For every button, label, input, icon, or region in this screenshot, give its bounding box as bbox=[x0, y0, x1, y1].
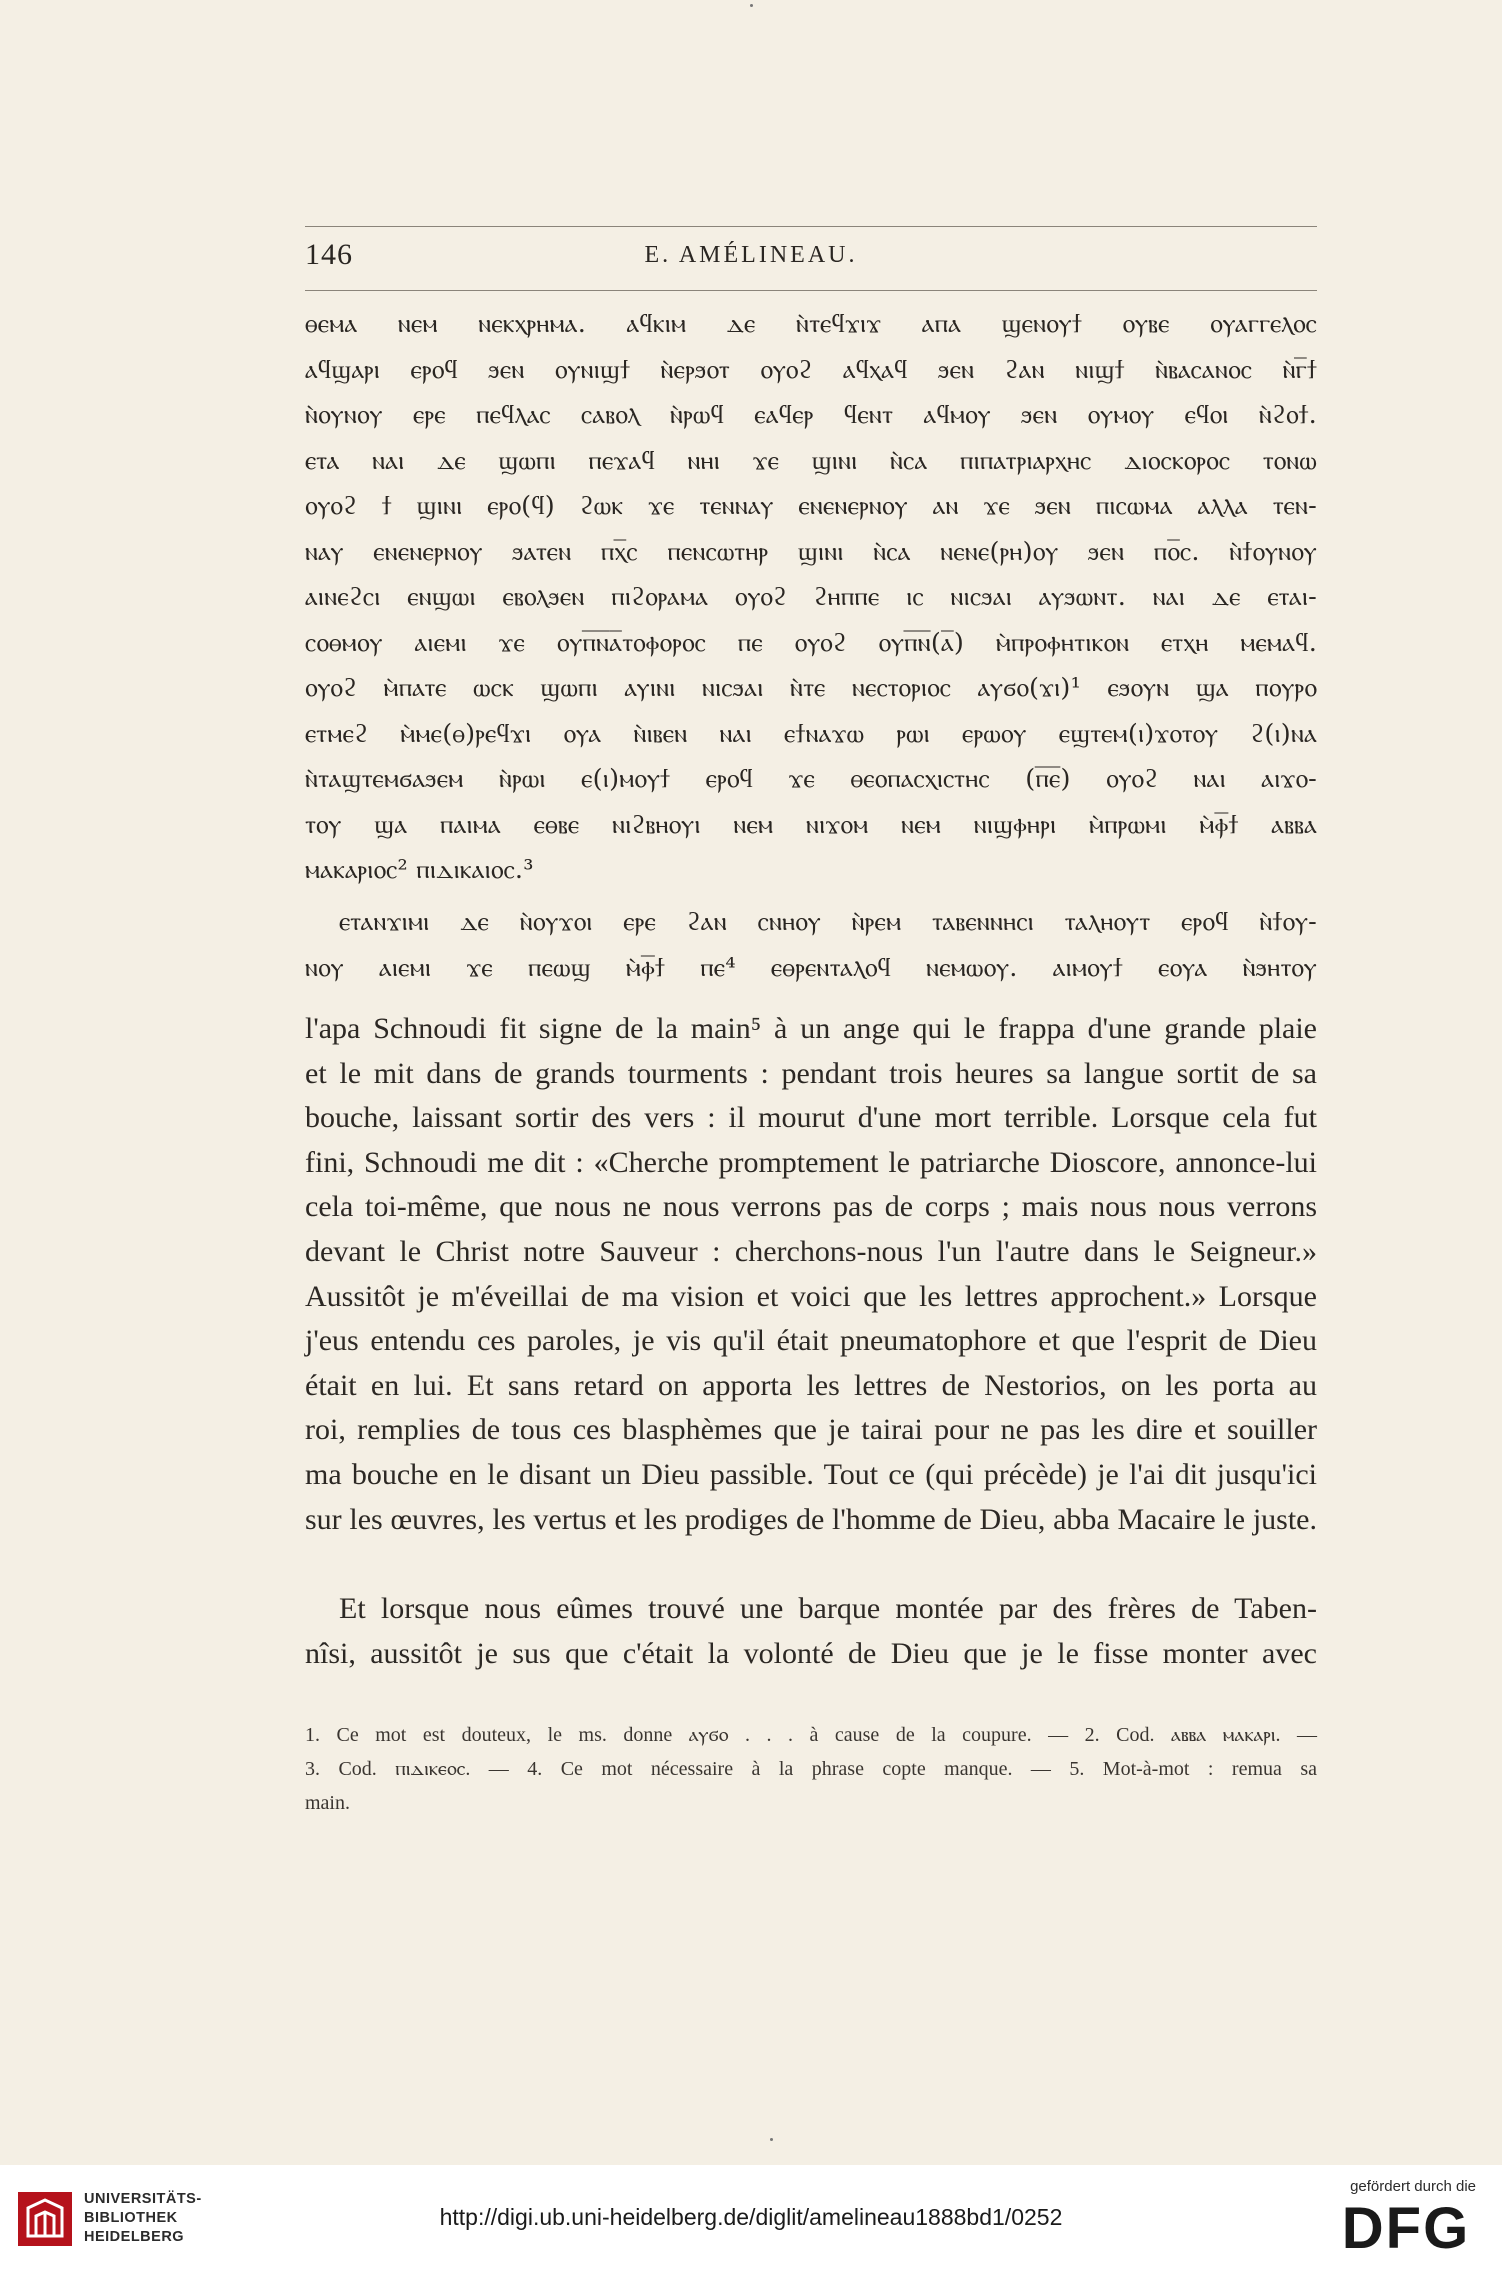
header-rule-bottom bbox=[305, 290, 1317, 291]
coptic-text-block-2 bbox=[305, 900, 1317, 991]
footnote-line: main. bbox=[305, 1792, 350, 1814]
page-number: 146 bbox=[305, 238, 353, 271]
french-line: cela toi-même, que nous ne nous verrons pas de corps ; mais nous nous verrons bbox=[305, 1190, 1317, 1224]
french-line: fini, Schnoudi me dit : «Cherche promptement le patriarche Dioscore, annonce-lui bbox=[305, 1145, 1317, 1179]
french-translation-paragraph-1 bbox=[305, 1007, 1317, 1542]
funding-note: gefördert durch die bbox=[1350, 2178, 1476, 2195]
coptic-line: ⲛ̀ⲧⲁϣⲧⲉⲙϭⲁϧⲉⲙ ⲛ̀ⲣⲱⲓ ⲉ(ⲓ)ⲙⲟⲩϯ ⲉⲣⲟϥ ϫⲉ ⲑⲉⲟⲡⲁⲥⲭⲓⲥⲧⲏⲥ (ⲡ̅ⲉ̅) ⲟⲩⲟϩ ⲛⲁⲓ ⲁⲓϫⲟ- bbox=[305, 764, 1317, 794]
printer-mark bbox=[770, 2138, 773, 2141]
dfg-logo-text: DFG bbox=[1341, 2198, 1471, 2254]
coptic-text-block-1 bbox=[305, 302, 1317, 894]
french-translation-paragraph-2 bbox=[305, 1587, 1317, 1676]
coptic-line: ⲛⲟⲩ ⲁⲓⲉⲙⲓ ϫⲉ ⲡⲉⲱϣ ⲙ̀ⲫ̅ϯ ⲡⲉ⁴ ⲉⲑⲣⲉⲛⲧⲁⲗⲟϥ ⲛⲉⲙⲱⲟⲩ. ⲁⲓⲙⲟⲩϯ ⲉⲟⲩⲁ ⲛ̀ϧⲏⲧⲟⲩ bbox=[305, 952, 1317, 983]
coptic-line: ⲉⲧⲙⲉϩ ⲙ̀ⲙⲉ(ⲑ)ⲣⲉϥϫⲓ ⲟⲩⲁ ⲛ̀ⲓⲃⲉⲛ ⲛⲁⲓ ⲉϯⲛⲁϫⲱ ⲣⲱⲓ ⲉⲣⲱⲟⲩ ⲉϣⲧⲉⲙ(ⲓ)ϫⲟⲧⲟⲩ ϩ(ⲓ)ⲛⲁ bbox=[305, 718, 1317, 749]
french-line: Et lorsque nous eûmes trouvé une barque montée par des frères de Taben- bbox=[339, 1592, 1317, 1625]
french-line: et le mit dans de grands tourments : pendant trois heures sa langue sortit de sa bbox=[305, 1056, 1317, 1090]
coptic-line: ⲛⲁⲩ ⲉⲛⲉⲛⲉⲣⲛⲟⲩ ϧⲁⲧⲉⲛ ⲡⲭ̅ⲥ ⲡⲉⲛⲥⲱⲧⲏⲣ ϣⲓⲛⲓ ⲛ̀ⲥⲁ ⲛⲉⲛⲉ(ⲣⲏ)ⲟⲩ ϧⲉⲛ ⲡⲟ̅ⲥ. ⲛ̀ϯⲟⲩⲛⲟⲩ bbox=[305, 536, 1317, 567]
coptic-line: ⲁⲓⲛⲉϩⲥⲓ ⲉⲛϣⲱⲓ ⲉⲃⲟⲗϧⲉⲛ ⲡⲓϩⲟⲣⲁⲙⲁ ⲟⲩⲟϩ ϩⲏⲡⲡⲉ ⲓⲥ ⲛⲓⲥϧⲁⲓ ⲁⲩϧⲱⲛⲧ. ⲛⲁⲓ ⲇⲉ ⲉⲧⲁⲓ- bbox=[305, 582, 1317, 612]
french-line: ma bouche en le disant un Dieu passible. Tout ce (qui précède) je l'ai dit jusqu'ici bbox=[305, 1457, 1317, 1491]
permalink-url[interactable]: http://digi.ub.uni-heidelberg.de/diglit/amelineau1888bd1/0252 bbox=[439, 2204, 1063, 2230]
coptic-line: ⲁϥϣⲁⲣⲓ ⲉⲣⲟϥ ϧⲉⲛ ⲟⲩⲛⲓϣϯ ⲛ̀ⲉⲣϧⲟⲧ ⲟⲩⲟϩ ⲁϥⲭⲁϥ ϧⲉⲛ ϩⲁⲛ ⲛⲓϣϯ ⲛ̀ⲃⲁⲥⲁⲛⲟⲥ ⲛ̀ⲅ̅ϯ bbox=[305, 354, 1317, 385]
printer-mark bbox=[750, 4, 753, 7]
coptic-line: ⲟⲩⲟϩ ϯ ϣⲓⲛⲓ ⲉⲣⲟ(ϥ) ϩⲱⲕ ϫⲉ ⲧⲉⲛⲛⲁⲩ ⲉⲛⲉⲛⲉⲣⲛⲟⲩ ⲁⲛ ϫⲉ ϧⲉⲛ ⲡⲓⲥⲱⲙⲁ ⲁⲗⲗⲁ ⲧⲉⲛ- bbox=[305, 491, 1317, 521]
french-line: nîsi, aussitôt je sus que c'était la volonté de Dieu que je le fisse monter avec bbox=[305, 1636, 1317, 1670]
footnotes bbox=[305, 1718, 1317, 1820]
header-rule-top bbox=[305, 226, 1317, 227]
french-line: devant le Christ notre Sauveur : cherchons-nous l'un l'autre dans le Seigneur.» bbox=[305, 1234, 1317, 1268]
coptic-line: ⲑⲉⲙⲁ ⲛⲉⲙ ⲛⲉⲕⲭⲣⲏⲙⲁ. ⲁϥⲕⲓⲙ ⲇⲉ ⲛ̀ⲧⲉϥϫⲓϫ ⲁⲡⲁ ϣⲉⲛⲟⲩϯ ⲟⲩⲃⲉ ⲟⲩⲁⲅⲅⲉⲗⲟⲥ bbox=[305, 309, 1317, 339]
footnote-line: 3. Cod. ⲡⲓⲇⲓⲕⲉⲟⲥ. — 4. Ce mot nécessaire à la phrase copte manque. — 5. Mot-à-mot : remua sa bbox=[305, 1758, 1317, 1780]
coptic-line: ⲧⲟⲩ ϣⲁ ⲡⲁⲓⲙⲁ ⲉⲑⲃⲉ ⲛⲓϩⲃⲏⲟⲩⲓ ⲛⲉⲙ ⲛⲓϫⲟⲙ ⲛⲉⲙ ⲛⲓϣⲫⲏⲣⲓ ⲙ̀ⲡⲣⲱⲙⲓ ⲙ̀ⲫ̅ϯ ⲁⲃⲃⲁ bbox=[305, 809, 1317, 840]
coptic-line: ⲥⲟⲑⲙⲟⲩ ⲁⲓⲉⲙⲓ ϫⲉ ⲟⲩⲡ̅ⲛ̅ⲁ̅ⲧⲟⲫⲟⲣⲟⲥ ⲡⲉ ⲟⲩⲟϩ ⲟⲩⲡ̅ⲛ̅(ⲁ̅) ⲙ̀ⲡⲣⲟⲫⲏⲧⲓⲕⲟⲛ ⲉⲧⲭⲏ ⲙⲉⲙⲁϥ. bbox=[305, 627, 1317, 658]
french-line: roi, remplies de tous ces blasphèmes que je tairai pour ne pas les dire et souiller bbox=[305, 1413, 1317, 1447]
french-line: l'apa Schnoudi fit signe de la main⁵ à un ange qui le frappa d'une grande plaie bbox=[305, 1012, 1317, 1045]
coptic-line: ⲉⲧⲁ ⲛⲁⲓ ⲇⲉ ϣⲱⲡⲓ ⲡⲉϫⲁϥ ⲛⲏⲓ ϫⲉ ϣⲓⲛⲓ ⲛ̀ⲥⲁ ⲡⲓⲡⲁⲧⲣⲓⲁⲣⲭⲏⲥ ⲇⲓⲟⲥⲕⲟⲣⲟⲥ ⲧⲟⲛⲱ bbox=[305, 445, 1317, 476]
dfg-logo-icon bbox=[1336, 2198, 1476, 2254]
footnote-line: 1. Ce mot est douteux, le ms. donne ⲁⲩϭⲟ . . . à cause de la coupure. — 2. Cod. ⲁⲃⲃⲁ ⲙⲁⲕⲁⲣⲓ. — bbox=[305, 1724, 1317, 1746]
french-line: sur les œuvres, les vertus et les prodiges de l'homme de Dieu, abba Macaire le juste. bbox=[305, 1502, 1317, 1536]
french-line: Aussitôt je m'éveillai de ma vision et voici que les lettres approchent.» Lorsque bbox=[305, 1279, 1317, 1313]
french-line: était en lui. Et sans retard on apporta les lettres de Nestorios, on les porta au bbox=[305, 1368, 1317, 1402]
coptic-line: ⲛ̀ⲟⲩⲛⲟⲩ ⲉⲣⲉ ⲡⲉϥⲗⲁⲥ ⲥⲁⲃⲟⲗ ⲛ̀ⲣⲱϥ ⲉⲁϥⲉⲣ ϥⲉⲛⲧ ⲁϥⲙⲟⲩ ϧⲉⲛ ⲟⲩⲙⲟⲩ ⲉϥⲟⲓ ⲛ̀ϩⲟϯ. bbox=[305, 400, 1317, 430]
coptic-line: ⲙⲁⲕⲁⲣⲓⲟⲥ² ⲡⲓⲇⲓⲕⲁⲓⲟⲥ.³ bbox=[305, 855, 534, 885]
french-line: bouche, laissant sortir des vers : il mourut d'une mort terrible. Lorsque cela fut bbox=[305, 1101, 1317, 1135]
running-head: E. AMÉLINEAU. bbox=[644, 242, 858, 268]
french-line: j'eus entendu ces paroles, je vis qu'il était pneumatophore et que l'esprit de Dieu bbox=[305, 1324, 1317, 1358]
coptic-line: ⲟⲩⲟϩ ⲙ̀ⲡⲁⲧⲉ ⲱⲥⲕ ϣⲱⲡⲓ ⲁⲩⲓⲛⲓ ⲛⲓⲥϧⲁⲓ ⲛ̀ⲧⲉ ⲛⲉⲥⲧⲟⲣⲓⲟⲥ ⲁⲩϭⲟ(ϫⲓ)¹ ⲉϧⲟⲩⲛ ϣⲁ ⲡⲟⲩⲣⲟ bbox=[305, 673, 1317, 703]
library-name: UNIVERSITÄTS- BIBLIOTHEK HEIDELBERG bbox=[84, 2191, 202, 2245]
coptic-line: ⲉⲧⲁⲛϫⲓⲙⲓ ⲇⲉ ⲛ̀ⲟⲩϫⲟⲓ ⲉⲣⲉ ϩⲁⲛ ⲥⲛⲏⲟⲩ ⲛ̀ⲣⲉⲙ ⲧⲁⲃⲉⲛⲛⲏⲥⲓ ⲧⲁⲗⲏⲟⲩⲧ ⲉⲣⲟϥ ⲛ̀ϯⲟⲩ- bbox=[339, 907, 1317, 937]
